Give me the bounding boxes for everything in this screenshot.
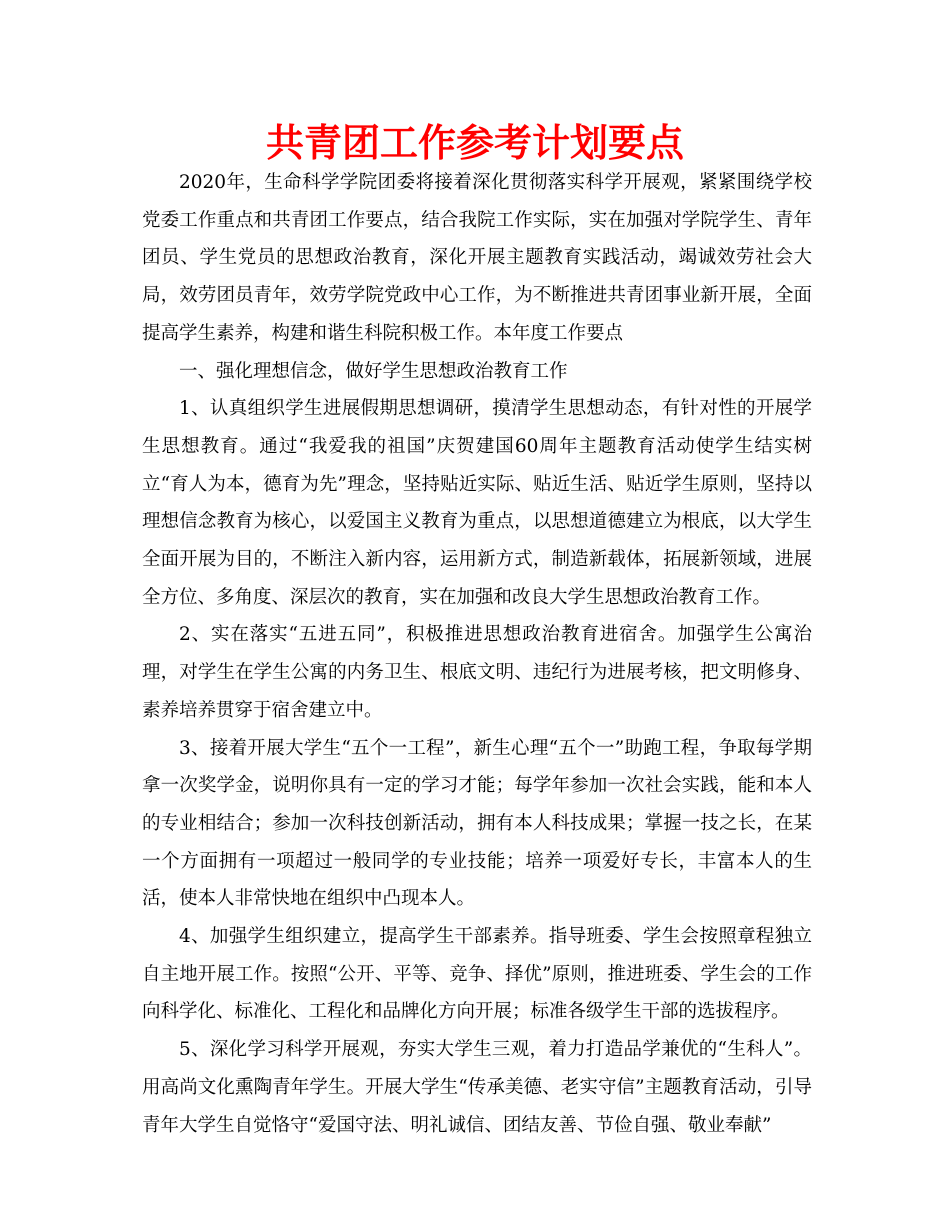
paragraph-intro: 2020年，生命科学学院团委将接着深化贯彻落实科学开展观，紧紧围绕学校党委工作重点和共青团工作要点，结合我院工作实际，实在加强对学院学生、青年团员、学生党员的思想政治教育，深化开展主题教育实践活动，竭诚效劳社会大局，效劳团员青年，效劳学院党政中心工作，为不断推进共青团事业新开展，全面提高学生素养，构建和谐生科院积极工作。本年度工作要点 — [142, 172, 812, 344]
paragraph-item-3: 3、接着开展大学生“五个一工程”，新生心理“五个一”助跑工程，争取每学期拿一次奖学金，说明你具有一定的学习才能；每学年参加一次社会实践，能和本人的专业相结合；参加一次科技创新活动，拥有本人科技成果；掌握一技之长，在某一个方面拥有一项超过一般同学的专业技能；培养一项爱好专长，丰富本人的生活，使本人非常快地在组织中凸现本人。 — [142, 737, 812, 910]
document-body — [142, 164, 812, 1144]
document-title: 共青团工作参考计划要点 — [265, 121, 684, 165]
paragraph-item-4: 4、加强学生组织建立，提高学生干部素养。指导班委、学生会按照章程独立自主地开展工作。按照“公开、平等、竞争、择优”原则，推进班委、学生会的工作向科学化、标准化、工程化和品牌化方向开展；标准各级学生干部的选拔程序。 — [142, 926, 812, 1023]
section-heading-1: 一、强化理想信念，做好学生思想政治教育工作 — [179, 360, 568, 382]
paragraph-item-1: 1、认真组织学生进展假期思想调研，摸清学生思想动态，有针对性的开展学生思想教育。通过“我爱我的祖国”庆贺建国60周年主题教育活动使学生结实树立“育人为本，德育为先”理念，坚持贴近实际、贴近生活、贴近学生原则，坚持以理想信念教育为核心，以爱国主义教育为重点，以思想道德建立为根底，以大学生全面开展为目的，不断注入新内容，运用新方式，制造新载体，拓展新领域，进展全方位、多角度、深层次的教育，实在加强和改良大学生思想政治教育工作。 — [142, 398, 812, 608]
paragraph-item-5: 5、深化学习科学开展观，夯实大学生三观，着力打造品学兼优的“生科人”。用高尚文化熏陶青年学生。开展大学生“传承美德、老实守信”主题教育活动，引导青年大学生自觉恪守“爱国守法、明礼诚信、团结友善、节俭自强、敬业奉献” — [142, 1039, 812, 1136]
paragraph-item-2: 2、实在落实“五进五同”，积极推进思想政治教育进宿舍。加强学生公寓治理，对学生在学生公寓的内务卫生、根底文明、违纪行为进展考核，把文明修身、素养培养贯穿于宿舍建立中。 — [142, 624, 812, 721]
